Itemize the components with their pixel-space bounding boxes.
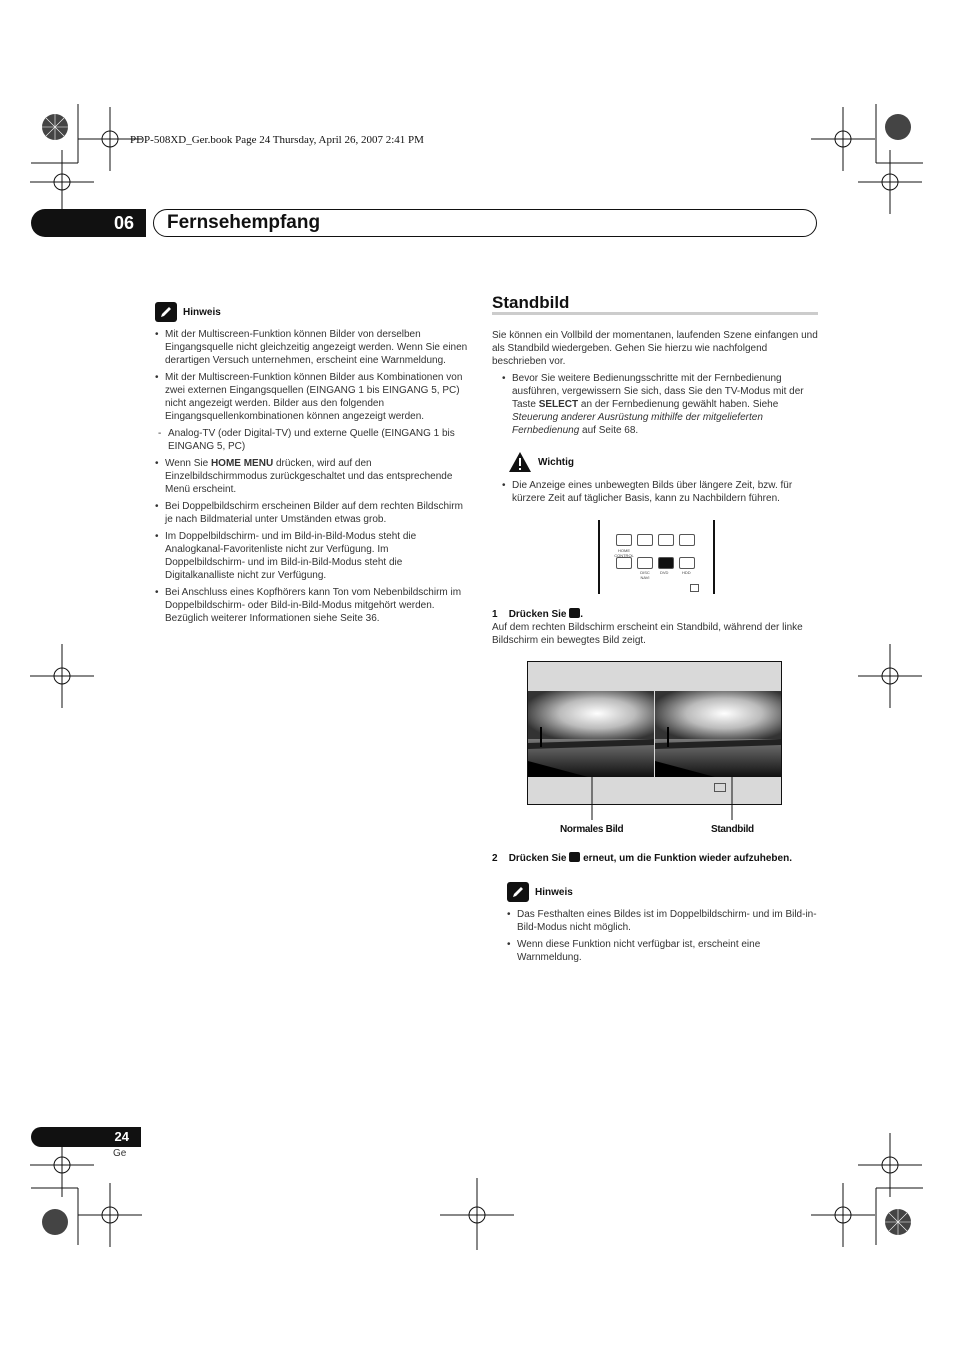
bullet-mid: an der Fernbedienung gewählt haben. Siehe [578,399,779,410]
warning-icon [508,451,532,473]
remote-button [679,557,695,569]
freeze-button [658,557,674,569]
list-item: - Analog-TV (oder Digital-TV) und externe Quelle (EINGANG 1 bis EINGANG 5, PC) [155,427,470,453]
list-item [155,457,470,496]
pen-note-icon [155,302,177,322]
right-note [507,882,818,968]
note-heading-label: Hinweis [535,886,573,898]
remote-button [616,557,632,569]
remote-button [616,534,632,546]
home-menu-key: HOME MENU [210,458,274,469]
chapter-number: 06 [31,209,146,237]
file-info-line: PDP-508XD_Ger.book Page 24 Thursday, April 26, 2007 2:41 PM [130,134,424,146]
remote-button [658,534,674,546]
remote-small-icon [690,584,699,592]
note-heading-label: Hinweis [183,306,221,318]
list-item: • Im Doppelbildschirm- und im Bild-in-Bild-Modus steht die Analogkanal-Favoritenliste nicht zur Verfügung. Im Doppelbildschirm- und im Bild-in-Bild-Modus steht die Digitalkanalliste nicht zur Verfügung. [155,530,470,582]
page-number: 24 [31,1127,141,1147]
list-item: • Wenn diese Funktion nicht verfügbar ist, erscheint eine Warnmeldung. [507,938,818,964]
step-1-label: Drücken Sie [508,609,567,620]
section-intro: Sie können ein Vollbild der momentanen, laufenden Szene einfangen und als Standbild wiedergeben. Gehen Sie hierzu wie nachfolgend beschrieben vor. [492,330,818,367]
freeze-indicator-icon [714,783,726,792]
freeze-key-icon [569,608,580,618]
moving-picture [528,691,654,777]
step-1-number: 1 [492,609,498,620]
remote-label-hdd: HDD [682,570,691,575]
still-picture [655,691,781,777]
list-item: • Mit der Multiscreen-Funktion können Bilder aus Kombinationen von zwei externen Eingangsquellen (EINGANG 1 bis EINGANG 5, PC) nicht angezeigt werden. Bilder aus den folgenden Eingangsquellenkombinationen können angezeigt werden. [155,371,470,423]
freeze-key-icon [569,852,580,862]
bullet-pre: Bevor Sie weitere Bedienungsschritte mit der Fernbedienung ausführen, vergewissern Sie sich, dass Sie den TV-Modus mit der Taste [512,373,804,410]
step-1-heading [492,608,818,621]
pen-note-icon [507,882,529,902]
section-title: Standbild [492,296,818,315]
caption-still-picture: Standbild [711,824,754,835]
remote-label-home: HOME CONTROL [614,548,634,558]
language-code: Ge [113,1148,127,1159]
step-2-number: 2 [492,853,498,864]
split-screen-illustration [527,661,782,805]
step-2 [492,852,822,864]
remote-label-disc: DISC NAVI [640,570,650,580]
remote-illustration [598,520,715,594]
list-item [502,372,818,437]
step-2-label: Drücken Sie [508,853,567,864]
list-item: • Bei Anschluss eines Kopfhörers kann Ton vom Nebenbildschirm im Doppelbildschirm- oder Bild-in-Bild-Modus mitgehört werden. Bezüglich weiterer Informationen siehe Seite 36. [155,586,470,625]
step-1-text: Auf dem rechten Bildschirm erscheint ein Standbild, während der linke Bildschirm ein bewegtes Bild zeigt. [492,622,803,646]
caption-normal-picture: Normales Bild [560,824,624,835]
remote-button [637,557,653,569]
warning-heading [508,451,818,473]
step-2-after: erneut, um die Funktion wieder aufzuheben. [583,853,792,864]
remote-button [679,534,695,546]
list-item: • Das Festhalten eines Bildes ist im Doppelbildschirm- und im Bild-in-Bild-Modus nicht möglich. [507,908,818,934]
section-standbild [492,293,818,509]
left-note [155,302,470,629]
note-heading [155,302,470,322]
warning-heading-label: Wichtig [538,456,575,468]
remote-button [637,534,653,546]
chapter-title: Fernsehempfang [153,209,817,237]
list-item: • Mit der Multiscreen-Funktion können Bilder von derselben Eingangsquelle nicht gleichzeitig angezeigt werden. Wenn Sie einen derartigen Versuch unternehmen, erscheint eine Warnmeldung. [155,328,470,367]
step-1 [492,608,818,647]
home-pre: Wenn Sie [165,458,211,469]
select-key: SELECT [538,399,579,410]
step-1-after: . [580,609,584,620]
bullet-reference: Steuerung anderer Ausrüstung mithilfe der mitgelieferten Fernbedienung [512,412,763,436]
list-item: • Bei Doppelbildschirm erscheinen Bilder auf dem rechten Bildschirm je nach Bildmaterial unter Umständen etwas grob. [155,500,470,526]
list-item: • Die Anzeige eines unbewegten Bilds über längere Zeit, bzw. für kürzere Zeit auf täglicher Basis, kann zu Nachbildern führen. [502,479,818,505]
note-heading [507,882,818,902]
remote-label-dvd: DVD [660,570,669,575]
bullet-post: auf Seite 68. [579,425,639,436]
home-post: drücken, wird auf den Einzelbildschirmmodus zurückgeschaltet und das entsprechende Menü erscheint. [165,458,453,495]
